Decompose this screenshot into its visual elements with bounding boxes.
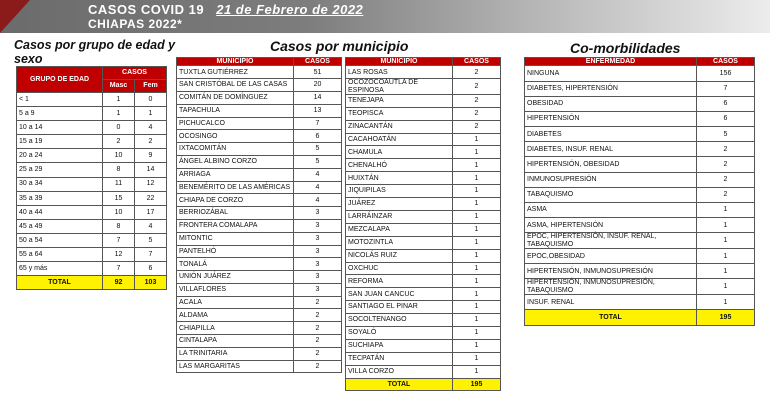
disease-cases-cell: 1 (697, 279, 755, 295)
section-title-comorbidities: Co-morbilidades (570, 40, 681, 56)
table-row (346, 249, 501, 262)
table-row (177, 347, 342, 360)
female-cases-cell: 14 (135, 163, 167, 177)
municipality-cases-cell: 4 (294, 194, 342, 207)
disease-name-cell: ASMA (525, 203, 697, 218)
table-row (177, 245, 342, 258)
header-banner (0, 0, 770, 33)
municipality-name-cell: CACAHOATÁN (346, 133, 453, 146)
municipality-name-cell: LAS MARGARITAS (177, 360, 294, 373)
table-row (346, 120, 501, 133)
table-row (177, 271, 342, 284)
cases-header: CASOS (697, 58, 755, 66)
table-row (346, 301, 501, 314)
municipality-name-cell: ÁNGEL ALBINO CORZO (177, 155, 294, 168)
municipality-cases-cell: 14 (294, 91, 342, 104)
table-row (525, 111, 755, 126)
municipality-cases-cell: 1 (453, 365, 501, 378)
disease-cases-cell: 2 (697, 142, 755, 157)
municipality-cases-cell: 2 (294, 322, 342, 335)
municipality-name-cell: PANTELHÓ (177, 245, 294, 258)
table-row (17, 205, 167, 219)
table-row (177, 232, 342, 245)
disease-cases-cell: 6 (697, 111, 755, 126)
municipality-header: MUNICIPIO (177, 58, 294, 66)
age-group-cell: 35 a 39 (17, 191, 103, 205)
disease-cases-cell: 5 (697, 127, 755, 142)
municipality-name-cell: TENEJAPA (346, 94, 453, 107)
table-row (177, 168, 342, 181)
age-group-cell: 20 a 24 (17, 149, 103, 163)
disease-name-cell: DIABETES, INSUF. RENAL (525, 142, 697, 157)
table-row (17, 177, 167, 191)
age-group-cell: 50 a 54 (17, 233, 103, 247)
municipality-name-cell: MEZCALAPA (346, 223, 453, 236)
municipality-name-cell: REFORMA (346, 275, 453, 288)
female-cases-cell: 22 (135, 191, 167, 205)
table-row (346, 223, 501, 236)
disease-name-cell: INMUNOSUPRESIÓN (525, 172, 697, 187)
report-title (88, 2, 363, 17)
table-row (346, 326, 501, 339)
municipality-cases-cell: 2 (294, 360, 342, 373)
male-cases-cell: 8 (103, 163, 135, 177)
female-cases-cell: 17 (135, 205, 167, 219)
table-row (177, 296, 342, 309)
table-row (177, 360, 342, 373)
male-cases-cell: 1 (103, 93, 135, 107)
municipality-name-cell: COMITÁN DE DOMÍNGUEZ (177, 91, 294, 104)
table-row (177, 258, 342, 271)
table-row (525, 187, 755, 202)
disease-name-cell: DIABETES, HIPERTENSIÓN (525, 81, 697, 96)
table-row (525, 172, 755, 187)
municipality-header: MUNICIPIO (346, 58, 453, 66)
municipality-cases-cell: 1 (453, 223, 501, 236)
municipality-cases-cell: 1 (453, 146, 501, 159)
municipality-cases-cell: 1 (453, 339, 501, 352)
municipality-name-cell: CINTALAPA (177, 335, 294, 348)
table-row (346, 185, 501, 198)
male-cases-cell: 1 (103, 107, 135, 121)
municipality-cases-cell: 1 (453, 133, 501, 146)
municipality-cases-cell: 13 (294, 104, 342, 117)
table-row (17, 149, 167, 163)
table-row (346, 94, 501, 107)
municipality-name-cell: SAN CRISTÓBAL DE LAS CASAS (177, 79, 294, 92)
male-cases-cell: 8 (103, 219, 135, 233)
municipality-name-cell: VILLAFLORES (177, 283, 294, 296)
female-cases-cell: 12 (135, 177, 167, 191)
table-row (346, 210, 501, 223)
table-row (525, 233, 755, 249)
female-cases-cell: 0 (135, 93, 167, 107)
table-row (346, 107, 501, 120)
total-row (525, 310, 755, 325)
female-cases-cell: 2 (135, 135, 167, 149)
age-group-cell: 30 a 34 (17, 177, 103, 191)
disease-name-cell: INSUF. RENAL (525, 295, 697, 310)
table-row (346, 133, 501, 146)
disease-name-cell: HIPERTENSIÓN (525, 111, 697, 126)
female-cases-cell: 6 (135, 262, 167, 276)
municipality-cases-cell: 3 (294, 232, 342, 245)
municipality-cases-cell: 1 (453, 352, 501, 365)
table-row (346, 352, 501, 365)
municipality-cases-cell: 4 (294, 168, 342, 181)
table-row (346, 288, 501, 301)
female-cases-cell: 4 (135, 219, 167, 233)
female-cases-cell: 7 (135, 248, 167, 262)
disease-cases-cell: 156 (697, 66, 755, 81)
municipality-cases-cell: 2 (453, 79, 501, 95)
table-row (525, 295, 755, 310)
municipality-name-cell: VILLA CORZO (346, 365, 453, 378)
cases-header: CASOS (103, 67, 167, 80)
municipality-cases-cell: 3 (294, 271, 342, 284)
table-row (346, 365, 501, 378)
municipality-name-cell: TEOPISCA (346, 107, 453, 120)
table-row (177, 194, 342, 207)
municipality-cases-cell: 2 (453, 66, 501, 79)
municipality-cases-cell: 2 (453, 107, 501, 120)
municipality-cases-cell: 5 (294, 143, 342, 156)
municipality-name-cell: TUXTLA GUTIÉRREZ (177, 66, 294, 79)
female-cases-cell: 5 (135, 233, 167, 247)
disease-cases-cell: 1 (697, 295, 755, 310)
municipality-name-cell: BERRIOZÁBAL (177, 207, 294, 220)
section-title-age: Casos por grupo de edad y sexo (14, 38, 176, 66)
municipality-cases-cell: 1 (453, 301, 501, 314)
table-row (17, 107, 167, 121)
age-group-header: GRUPO DE EDAD (17, 67, 103, 93)
disease-name-cell: NINGUNA (525, 66, 697, 81)
disease-cases-cell: 1 (697, 203, 755, 218)
disease-cases-cell: 1 (697, 218, 755, 233)
municipality-cases-cell: 1 (453, 185, 501, 198)
total-label: TOTAL (346, 378, 453, 391)
age-group-cell: 65 y más (17, 262, 103, 276)
municipality-name-cell: MITONTIC (177, 232, 294, 245)
municipality-cases-cell: 3 (294, 207, 342, 220)
male-cases-cell: 11 (103, 177, 135, 191)
disease-name-cell: HIPERTENSIÓN, INMUNOSUPRESIÓN (525, 264, 697, 279)
municipality-cases-cell: 1 (453, 172, 501, 185)
municipality-name-cell: LAS ROSAS (346, 66, 453, 79)
female-cases-cell: 9 (135, 149, 167, 163)
table-row (177, 66, 342, 79)
municipality-name-cell: FRONTERA COMALAPA (177, 219, 294, 232)
disease-cases-cell: 6 (697, 96, 755, 111)
disease-cases-cell: 7 (697, 81, 755, 96)
cases-header: CASOS (453, 58, 501, 66)
table-row (17, 163, 167, 177)
male-cases-cell: 12 (103, 248, 135, 262)
table-row (525, 279, 755, 295)
female-header: Fem (135, 80, 167, 93)
section-title-municipality: Casos por municipio (270, 38, 409, 54)
table-row (525, 127, 755, 142)
age-group-cell: 55 a 64 (17, 248, 103, 262)
municipality-name-cell: MOTOZINTLA (346, 236, 453, 249)
municipality-name-cell: ACALA (177, 296, 294, 309)
table-row (525, 96, 755, 111)
municipality-cases-cell: 1 (453, 210, 501, 223)
municipality-cases-cell: 2 (453, 94, 501, 107)
table-row (346, 236, 501, 249)
municipality-cases-cell: 1 (453, 236, 501, 249)
table-row (177, 309, 342, 322)
disease-cases-cell: 2 (697, 157, 755, 172)
municipality-name-cell: IXTACOMITÁN (177, 143, 294, 156)
disease-cases-cell: 1 (697, 264, 755, 279)
male-cases-cell: 10 (103, 149, 135, 163)
municipality-name-cell: OCOZOCOAUTLA DE ESPINOSA (346, 79, 453, 95)
table-row (177, 130, 342, 143)
municipality-name-cell: CHENALHÓ (346, 159, 453, 172)
female-cases-cell: 4 (135, 121, 167, 135)
table-row (525, 218, 755, 233)
municipality-cases-cell: 51 (294, 66, 342, 79)
table-row (525, 81, 755, 96)
municipality-name-cell: LARRÁINZAR (346, 210, 453, 223)
municipality-name-cell: BENEMÉRITO DE LAS AMÉRICAS (177, 181, 294, 194)
banner-accent (0, 0, 30, 33)
municipality-name-cell: JIQUIPILAS (346, 185, 453, 198)
municipality-name-cell: OXCHUC (346, 262, 453, 275)
municipality-cases-cell: 1 (453, 326, 501, 339)
table-row (17, 121, 167, 135)
age-group-cell: 40 a 44 (17, 205, 103, 219)
age-group-cell: < 1 (17, 93, 103, 107)
report-subtitle: CHIAPAS 2022* (88, 17, 183, 31)
report-date: 21 de Febrero de 2022 (216, 2, 364, 17)
disease-cases-cell: 1 (697, 233, 755, 249)
municipality-name-cell: ARRIAGA (177, 168, 294, 181)
municipality-cases-cell: 4 (294, 181, 342, 194)
municipality-name-cell: CHIAPILLA (177, 322, 294, 335)
table-row (525, 157, 755, 172)
total-row (17, 276, 167, 290)
municipality-cases-cell: 1 (453, 159, 501, 172)
municipality-cases-cell: 1 (453, 288, 501, 301)
municipality-name-cell: CHAMULA (346, 146, 453, 159)
disease-name-cell: OBESIDAD (525, 96, 697, 111)
disease-name-cell: TABAQUISMO (525, 187, 697, 202)
age-group-cell: 45 a 49 (17, 219, 103, 233)
disease-name-cell: DIABETES (525, 127, 697, 142)
disease-name-cell: EPOC, HIPERTENSIÓN, INSUF. RENAL, TABAQUISMO (525, 233, 697, 249)
report-title-text: CASOS COVID 19 (88, 2, 205, 17)
disease-cases-cell: 2 (697, 172, 755, 187)
table-row (346, 66, 501, 79)
table-row (17, 93, 167, 107)
municipality-cases-cell: 7 (294, 117, 342, 130)
total-cases: 195 (697, 310, 755, 325)
municipality-cases-cell: 2 (294, 347, 342, 360)
municipality-name-cell: ZINACANTÁN (346, 120, 453, 133)
municipality-name-cell: TAPACHULA (177, 104, 294, 117)
table-row (177, 155, 342, 168)
municipality-name-cell: CHIAPA DE CORZO (177, 194, 294, 207)
age-group-cell: 10 a 14 (17, 121, 103, 135)
municipality-name-cell: LA TRINITARIA (177, 347, 294, 360)
disease-name-cell: HIPERTENSIÓN, OBESIDAD (525, 157, 697, 172)
cases-header: CASOS (294, 58, 342, 66)
table-row (177, 143, 342, 156)
age-sex-table (16, 66, 167, 290)
table-row (525, 142, 755, 157)
disease-name-cell: ASMA, HIPERTENSIÓN (525, 218, 697, 233)
table-row (346, 146, 501, 159)
table-row (17, 262, 167, 276)
table-row (177, 91, 342, 104)
municipality-cases-cell: 20 (294, 79, 342, 92)
municipality-cases-cell: 3 (294, 219, 342, 232)
total-female: 103 (135, 276, 167, 290)
male-cases-cell: 2 (103, 135, 135, 149)
table-row (346, 79, 501, 95)
municipality-cases-cell: 2 (453, 120, 501, 133)
municipality-name-cell: TECPATÁN (346, 352, 453, 365)
disease-cases-cell: 1 (697, 249, 755, 264)
table-row (346, 314, 501, 327)
table-row (177, 79, 342, 92)
municipality-cases-cell: 3 (294, 258, 342, 271)
municipality-name-cell: NICOLÁS RUIZ (346, 249, 453, 262)
total-cases: 195 (453, 378, 501, 391)
municipality-cases-cell: 1 (453, 275, 501, 288)
total-label: TOTAL (17, 276, 103, 290)
municipality-cases-cell: 2 (294, 335, 342, 348)
municipality-name-cell: UNIÓN JUÁREZ (177, 271, 294, 284)
disease-cases-cell: 2 (697, 187, 755, 202)
municipality-name-cell: TONALÁ (177, 258, 294, 271)
table-row (346, 159, 501, 172)
municipality-cases-cell: 2 (294, 309, 342, 322)
municipality-cases-cell: 5 (294, 155, 342, 168)
total-male: 92 (103, 276, 135, 290)
table-row (177, 117, 342, 130)
age-group-cell: 5 a 9 (17, 107, 103, 121)
total-row (346, 378, 501, 391)
comorbidities-table (524, 57, 755, 326)
table-row (17, 233, 167, 247)
municipality-cases-cell: 1 (453, 249, 501, 262)
age-group-cell: 15 a 19 (17, 135, 103, 149)
male-cases-cell: 7 (103, 262, 135, 276)
table-row (17, 248, 167, 262)
municipality-cases-cell: 2 (294, 296, 342, 309)
table-row (177, 207, 342, 220)
total-label: TOTAL (525, 310, 697, 325)
male-cases-cell: 7 (103, 233, 135, 247)
table-row (177, 322, 342, 335)
municipality-name-cell: SOCOLTENANGO (346, 314, 453, 327)
municipality-name-cell: ALDAMA (177, 309, 294, 322)
table-row (346, 172, 501, 185)
municipality-cases-cell: 1 (453, 262, 501, 275)
disease-name-cell: HIPERTENSIÓN, INMUNOSUPRESIÓN, TABAQUISMO (525, 279, 697, 295)
municipality-name-cell: HUIXTÁN (346, 172, 453, 185)
table-row (177, 181, 342, 194)
municipality-cases-cell: 1 (453, 314, 501, 327)
age-group-cell: 25 a 29 (17, 163, 103, 177)
table-row (346, 198, 501, 211)
municipality-name-cell: PICHUCALCO (177, 117, 294, 130)
table-row (17, 219, 167, 233)
municipality-table-1 (176, 57, 342, 373)
table-row (346, 339, 501, 352)
male-cases-cell: 15 (103, 191, 135, 205)
table-row (525, 203, 755, 218)
table-row (525, 264, 755, 279)
table-row (17, 135, 167, 149)
male-cases-cell: 0 (103, 121, 135, 135)
municipality-name-cell: SOYALÓ (346, 326, 453, 339)
municipality-cases-cell: 6 (294, 130, 342, 143)
male-header: Masc (103, 80, 135, 93)
municipality-name-cell: SANTIAGO EL PINAR (346, 301, 453, 314)
table-row (525, 66, 755, 81)
table-row (346, 275, 501, 288)
table-row (177, 219, 342, 232)
table-row (177, 104, 342, 117)
table-row (17, 191, 167, 205)
municipality-cases-cell: 3 (294, 283, 342, 296)
municipality-name-cell: OCOSINGO (177, 130, 294, 143)
municipality-name-cell: SAN JUAN CANCUC (346, 288, 453, 301)
female-cases-cell: 1 (135, 107, 167, 121)
municipality-cases-cell: 1 (453, 198, 501, 211)
disease-header: ENFERMEDAD (525, 58, 697, 66)
male-cases-cell: 10 (103, 205, 135, 219)
municipality-name-cell: SUCHIAPA (346, 339, 453, 352)
table-row (525, 249, 755, 264)
table-row (177, 335, 342, 348)
municipality-cases-cell: 3 (294, 245, 342, 258)
municipality-table-2 (345, 57, 501, 391)
municipality-name-cell: JUÁREZ (346, 198, 453, 211)
table-row (346, 262, 501, 275)
table-row (177, 283, 342, 296)
disease-name-cell: EPOC,OBESIDAD (525, 249, 697, 264)
